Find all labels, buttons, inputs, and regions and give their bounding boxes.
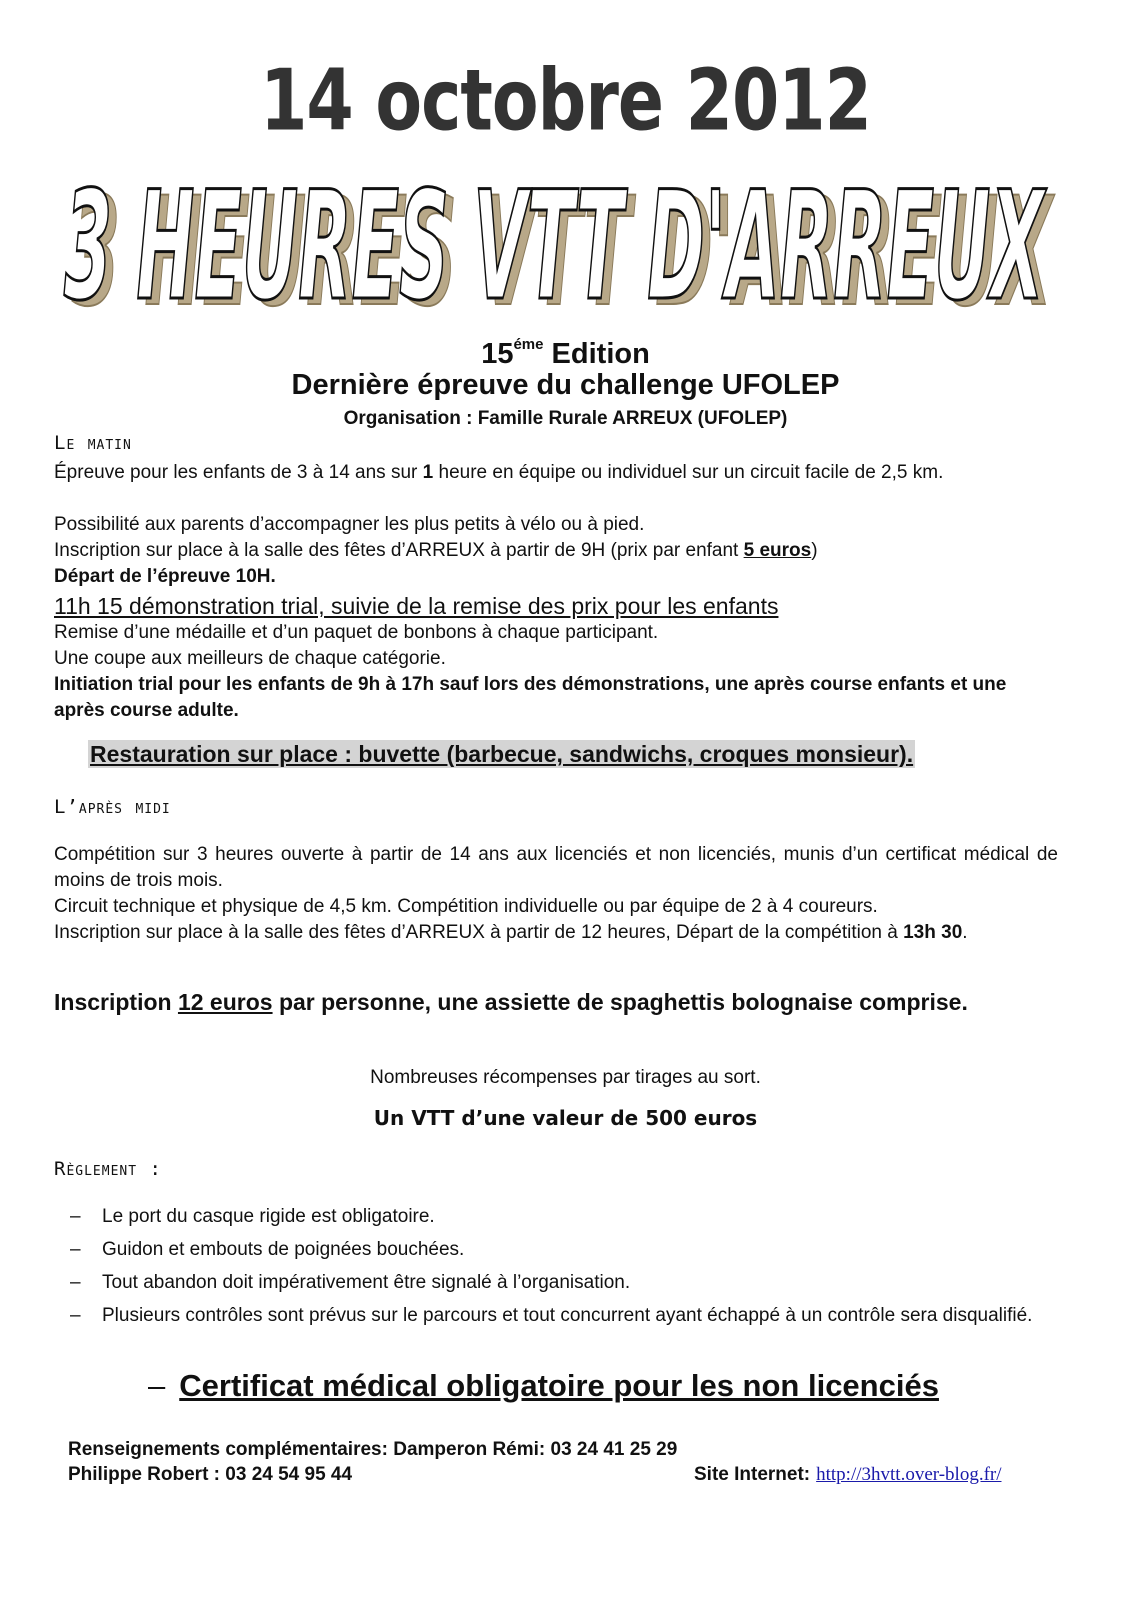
remise-line: Remise d’une médaille et d’un paquet de bonbons à chaque participant.	[54, 622, 659, 643]
tarif-line	[54, 987, 1058, 1018]
event-title-text: 3 HEURES VTT D'ARREUX	[64, 178, 1047, 318]
organisation-line: Organisation : Famille Rurale ARREUX (UFOLEP)	[343, 408, 788, 429]
website-line	[694, 1463, 1002, 1487]
list-item	[54, 1270, 1058, 1296]
apres-midi-inscription-c: .	[962, 922, 968, 943]
vtt-prize-line: Un VTT d’une valeur de 500 euros	[373, 1106, 758, 1130]
renseignements-line: Renseignements complémentaires: Damperon Rémi: 03 24 41 25 29	[68, 1439, 678, 1460]
reglement-heading: Règlement :	[54, 1158, 162, 1180]
matin-parents-line: Possibilité aux parents d’accompagner les plus petits à vélo ou à pied.	[54, 514, 645, 535]
recompenses-line: Nombreuses récompenses par tirages au sort.	[370, 1067, 761, 1088]
restauration-line: Restauration sur place : buvette (barbecue, sandwichs, croques monsieur).	[90, 741, 914, 767]
list-dash: –	[70, 1305, 81, 1326]
competition-line: Compétition sur 3 heures ouverte à partir de 14 ans aux licenciés et non licenciés, munis d’un certificat médical de moins de trois mois.	[54, 844, 1058, 891]
website-link[interactable]: http://3hvtt.over-blog.fr/	[816, 1464, 1002, 1485]
event-date-title: 14 octobre 2012	[260, 52, 871, 151]
list-item	[54, 1204, 1058, 1230]
edition-line	[0, 328, 1131, 371]
rule-text: Guidon et embouts de poignées bouchées.	[102, 1239, 465, 1260]
apres-midi-heading: L’après midi	[54, 796, 171, 818]
edition-superscript: éme	[513, 336, 544, 353]
matin-depart: Départ de l’épreuve 10H.	[54, 566, 276, 587]
matin-heading: Le matin	[54, 432, 132, 454]
certificat-dash: –	[148, 1368, 166, 1403]
website-label: Site Internet:	[694, 1464, 811, 1485]
matin-description	[54, 460, 1058, 486]
trial-demo-line: 11h 15 démonstration trial, suivie de la remise des prix pour les enfants	[54, 593, 779, 619]
list-dash: –	[70, 1239, 81, 1260]
tarif-c: par personne, une assiette de spaghettis bolognaise comprise.	[272, 989, 968, 1015]
matin-inscription-line	[54, 538, 1080, 564]
reglement-list	[54, 1204, 1058, 1336]
edition-word: Edition	[551, 338, 650, 370]
contact-philippe-line: Philippe Robert : 03 24 54 95 44	[68, 1464, 353, 1485]
matin-price: 5 euros	[743, 540, 812, 561]
apres-midi-start-time: 13h 30	[903, 922, 963, 943]
matin-line1-a: Épreuve pour les enfants de 3 à 14 ans sur	[54, 462, 423, 483]
rule-text: Le port du casque rigide est obligatoire.	[102, 1206, 435, 1227]
coupe-line: Une coupe aux meilleurs de chaque catégorie.	[54, 648, 446, 669]
certificat-text: Certificat médical obligatoire pour les non licenciés	[179, 1368, 939, 1403]
rule-text: Tout abandon doit impérativement être signalé à l’organisation.	[102, 1272, 631, 1293]
certificat-line	[148, 1367, 939, 1405]
apres-midi-inscription-a: Inscription sur place à la salle des fêtes d’ARREUX à partir de 12 heures, Départ de la compétition à	[54, 922, 904, 943]
challenge-subtitle: Dernière épreuve du challenge UFOLEP	[291, 369, 840, 401]
rule-text: Plusieurs contrôles sont prévus sur le parcours et tout concurrent ayant échappé à un contrôle sera disqualifié.	[102, 1305, 1033, 1326]
matin-line1-hour: 1	[422, 462, 434, 483]
event-title-shadow: 3 HEURES VTT D'ARREUX	[72, 178, 1055, 318]
circuit-line: Circuit technique et physique de 4,5 km. Compétition individuelle ou par équipe de 2 à 4 coureurs.	[54, 896, 878, 917]
list-dash: –	[70, 1272, 81, 1293]
event-title-wordart	[50, 178, 1070, 318]
matin-inscription-c: )	[811, 540, 818, 561]
list-item	[54, 1237, 1058, 1263]
tarif-a: Inscription	[54, 989, 178, 1015]
list-dash: –	[70, 1206, 81, 1227]
apres-midi-inscription-line	[54, 920, 1058, 946]
edition-number: 15	[481, 338, 514, 370]
tarif-price: 12 euros	[177, 989, 273, 1015]
initiation-trial-line: Initiation trial pour les enfants de 9h à 17h sauf lors des démonstrations, une après course enfants et une après course adulte.	[54, 674, 1007, 721]
matin-line1-c: heure en équipe ou individuel sur un circuit facile de 2,5 km.	[433, 462, 944, 483]
matin-inscription-a: Inscription sur place à la salle des fêtes d’ARREUX à partir de 9H (prix par enfant	[54, 540, 744, 561]
list-item	[54, 1303, 1058, 1329]
